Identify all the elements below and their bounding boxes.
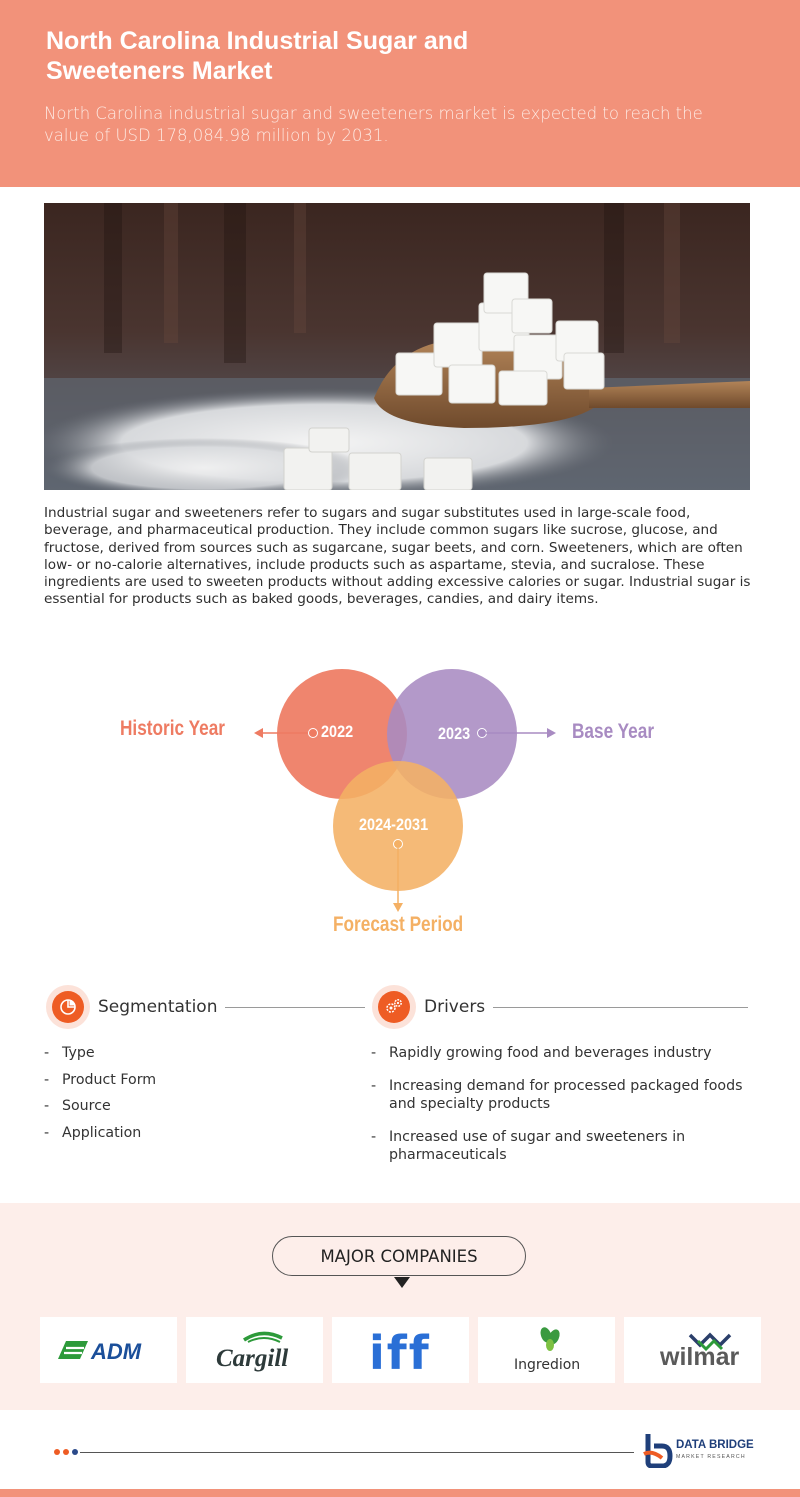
footer-bar bbox=[0, 1489, 800, 1497]
list-item: - Product Form bbox=[44, 1071, 324, 1089]
segmentation-title: Segmentation bbox=[98, 997, 218, 1017]
timeline-venn bbox=[100, 660, 700, 950]
base-year-value: 2023 bbox=[438, 724, 471, 743]
ingredion-logo-text: Ingredion bbox=[513, 1357, 580, 1373]
major-companies-section bbox=[0, 1203, 800, 1410]
brand-tagline: MARKET RESEARCH bbox=[676, 1454, 746, 1460]
header-banner bbox=[0, 0, 800, 187]
cargill-logo bbox=[186, 1317, 323, 1383]
data-bridge-logo bbox=[642, 1432, 754, 1468]
drivers-divider bbox=[493, 1007, 748, 1008]
base-year-label: Base Year bbox=[572, 720, 655, 743]
list-item: - Rapidly growing food and beverages industry bbox=[371, 1044, 746, 1062]
list-item: - Increasing demand for processed packaged foods and specialty products bbox=[371, 1077, 746, 1113]
forecast-period-label: Forecast Period bbox=[333, 913, 464, 936]
cargill-logo-text: Cargill bbox=[215, 1345, 288, 1372]
footer-dots bbox=[54, 1449, 78, 1455]
historic-year-value: 2022 bbox=[321, 722, 354, 741]
list-item: - Type bbox=[44, 1044, 324, 1062]
caret-down-icon bbox=[394, 1277, 410, 1288]
drivers-title: Drivers bbox=[424, 997, 486, 1017]
forecast-years-value: 2024-2031 bbox=[359, 815, 429, 834]
list-item: - Application bbox=[44, 1124, 324, 1142]
venn-diagram bbox=[100, 660, 700, 950]
historic-year-label: Historic Year bbox=[120, 717, 225, 740]
segmentation-list bbox=[44, 1044, 324, 1150]
market-description: Industrial sugar and sweeteners refer to sugars and sugar substitutes used in large-scale food, beverage, and pharmaceutical production. They include common sugars like sucrose, glucose, and fructose, derived from sources such as sugarcane, sugar beets, and corn. Sweeteners, which are often low- or no-calorie alternatives, include products such as aspartame, stevia, and sucralose. These ingredients are used to sweeten products without adding excessive calories or sugar. Industrial sugar is essential for products such as baked goods, beverages, candies, and dairy items. bbox=[44, 505, 751, 608]
gears-icon bbox=[372, 985, 416, 1029]
iff-logo-text: iff bbox=[368, 1326, 431, 1375]
list-item: - Source bbox=[44, 1097, 324, 1115]
ingredion-logo bbox=[478, 1317, 615, 1383]
adm-logo-text: ADM bbox=[90, 1339, 141, 1364]
list-item: - Increased use of sugar and sweeteners in pharmaceuticals bbox=[371, 1128, 746, 1164]
wilmar-logo-text: wilmar bbox=[659, 1343, 739, 1371]
segmentation-header bbox=[46, 985, 365, 1029]
brand-name: DATA BRIDGE bbox=[676, 1439, 754, 1451]
wilmar-logo bbox=[624, 1317, 761, 1383]
adm-logo bbox=[40, 1317, 177, 1383]
drivers-header bbox=[372, 985, 748, 1029]
drivers-list bbox=[371, 1044, 746, 1179]
iff-logo bbox=[332, 1317, 469, 1383]
pie-chart-icon bbox=[46, 985, 90, 1029]
page-title: North Carolina Industrial Sugar and Sweeteners Market bbox=[46, 27, 469, 85]
footer-divider bbox=[80, 1452, 634, 1453]
segmentation-divider bbox=[225, 1007, 365, 1008]
page-subtitle: North Carolina industrial sugar and sweeteners market is expected to reach the value of USD 178,084.98 million by 2031. bbox=[44, 104, 703, 145]
sugar-cubes-photo bbox=[44, 203, 750, 490]
major-companies-title: MAJOR COMPANIES bbox=[272, 1236, 526, 1276]
